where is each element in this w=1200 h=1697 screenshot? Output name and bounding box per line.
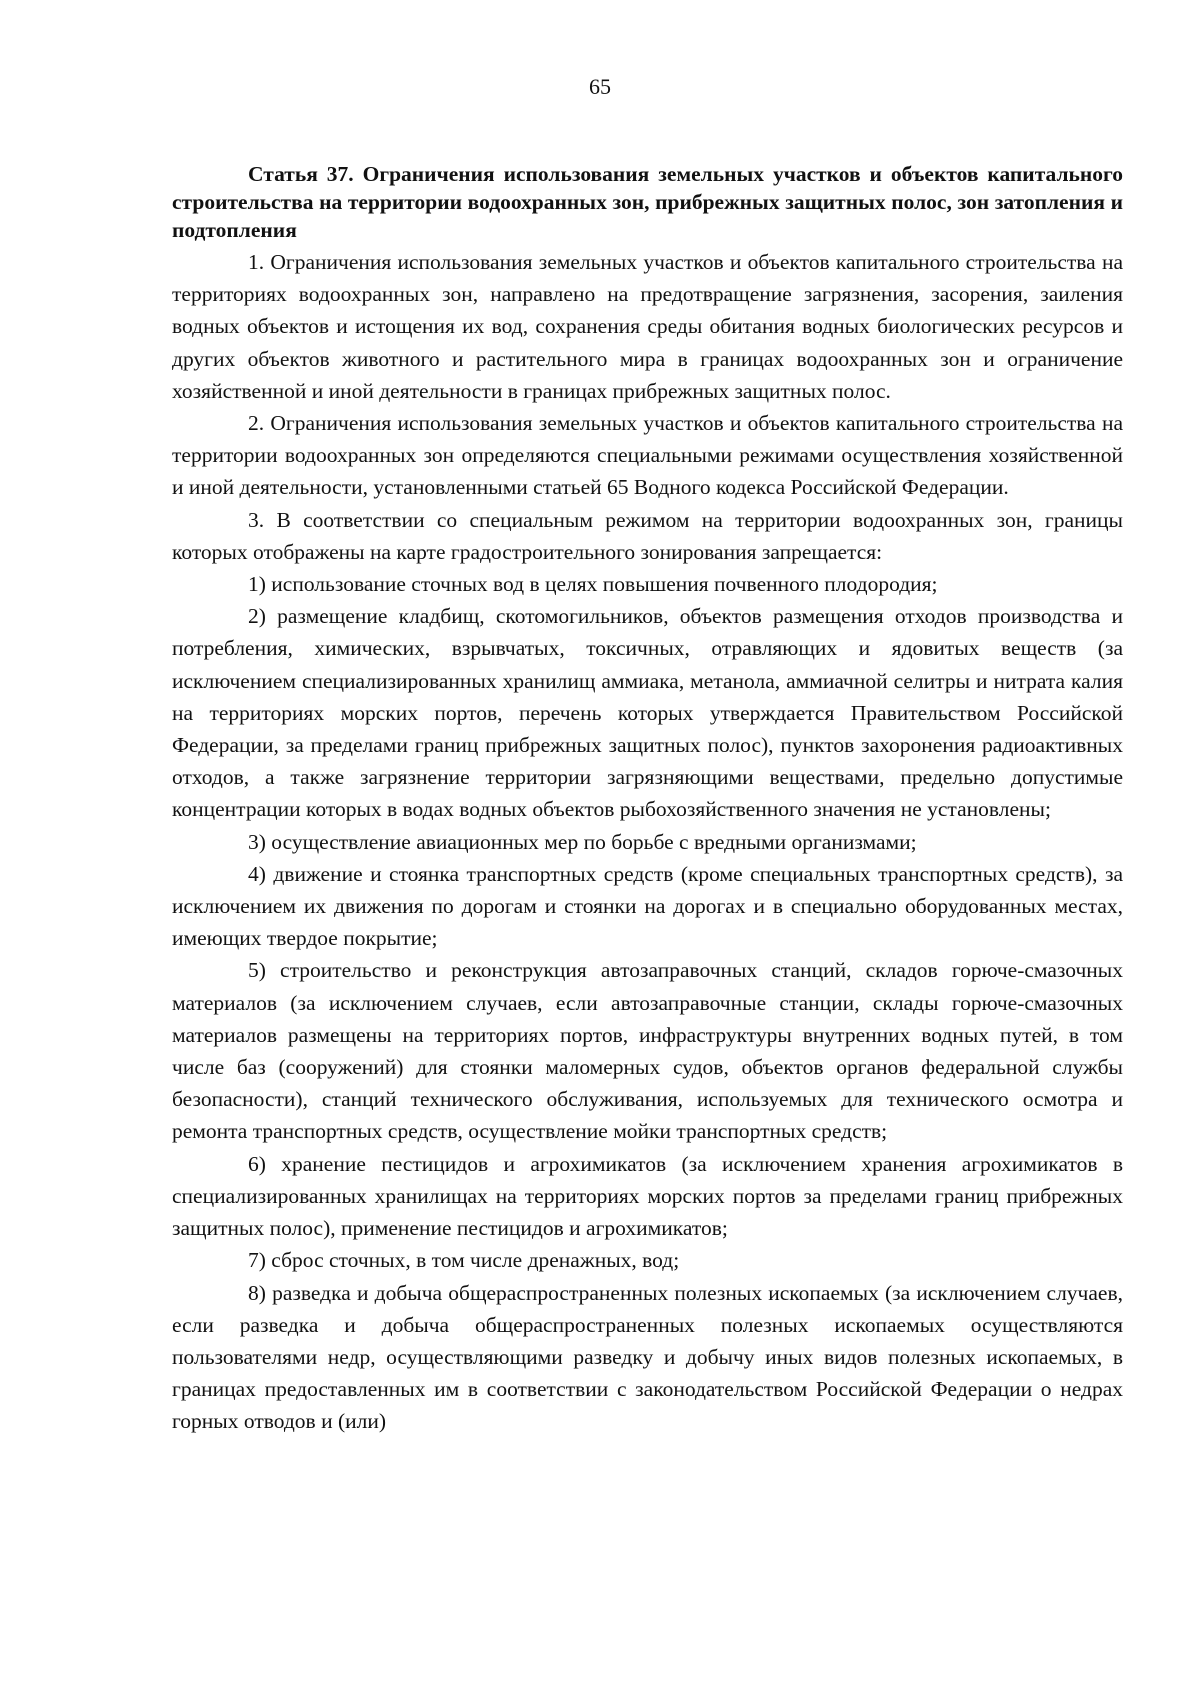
list-item-2: 2) размещение кладбищ, скотомогильников, объектов размещения отходов производства и потребления, химических, взрывчатых, токсичных, отравляющих и ядовитых веществ (за исключением специализированных хранилищ аммиака, метанола, аммиачной селитры и нитрата калия на территориях морских портов, перечень которых утверждается Правительством Российской Федерации, за пределами границ прибрежных защитных полос), пунктов захоронения радиоактивных отходов, а также загрязнение территории загрязняющими веществами, предельно допустимые концентрации которых в водах водных объектов рыбохозяйственного значения не установлены; [172,604,1123,822]
article-body [172,160,1123,1438]
list-item-3: 3) осуществление авиационных мер по борьбе с вредными организмами; [248,829,917,854]
list-item-7: 7) сброс сточных, в том числе дренажных, вод; [248,1248,680,1273]
list-item-6: 6) хранение пестицидов и агрохимикатов (за исключением хранения агрохимикатов в специализированных хранилищах на территориях морских портов за пределами границ прибрежных защитных полос), применение пестицидов и агрохимикатов; [172,1151,1123,1241]
list-item-4: 4) движение и стоянка транспортных средств (кроме специальных транспортных средств), за исключением их движения по дорогам и стоянки на дорогах и в специально оборудованных местах, имеющих твердое покрытие; [172,861,1123,951]
paragraph-3: 3. В соответствии со специальным режимом на территории водоохранных зон, границы которых отображены на карте градостроительного зонирования запрещается: [172,507,1123,564]
list-item-5: 5) строительство и реконструкция автозаправочных станций, складов горюче-смазочных материалов (за исключением случаев, если автозаправочные станции, склады горюче-смазочных материалов размещены на территориях портов, инфраструктуры внутренних водных путей, в том числе баз (сооружений) для стоянки маломерных судов, объектов органов федеральной службы безопасности), станций технического обслуживания, используемых для технического осмотра и ремонта транспортных средств, осуществление мойки транспортных средств; [172,958,1123,1144]
list-item-1: 1) использование сточных вод в целях повышения почвенного плодородия; [248,572,938,597]
article-heading: Статья 37. Ограничения использования земельных участков и объектов капитального строительства на территории водоохранных зон, прибрежных защитных полос, зон затопления и подтопления [172,162,1123,242]
page-number: 65 [589,74,611,99]
list-item-8: 8) разведка и добыча общераспространенных полезных ископаемых (за исключением случаев, если разведка и добыча общераспространенных полезных ископаемых осуществляются пользователями недр, осуществляющими разведку и добычу иных видов полезных ископаемых, в границах предоставленных им в соответствии с законодательством Российской Федерации о недрах горных отводов и (или) [172,1280,1123,1434]
paragraph-1: 1. Ограничения использования земельных участков и объектов капитального строительства на территориях водоохранных зон, направлено на предотвращение загрязнения, засорения, заиления водных объектов и истощения их вод, сохранения среды обитания водных биологических ресурсов и других объектов животного и растительного мира в границах водоохранных зон и ограничение хозяйственной и иной деятельности в границах прибрежных защитных полос. [172,250,1123,403]
paragraph-2: 2. Ограничения использования земельных участков и объектов капитального строительства на территории водоохранных зон определяются специальными режимами осуществления хозяйственной и иной деятельности, установленными статьей 65 Водного кодекса Российской Федерации. [172,411,1123,500]
